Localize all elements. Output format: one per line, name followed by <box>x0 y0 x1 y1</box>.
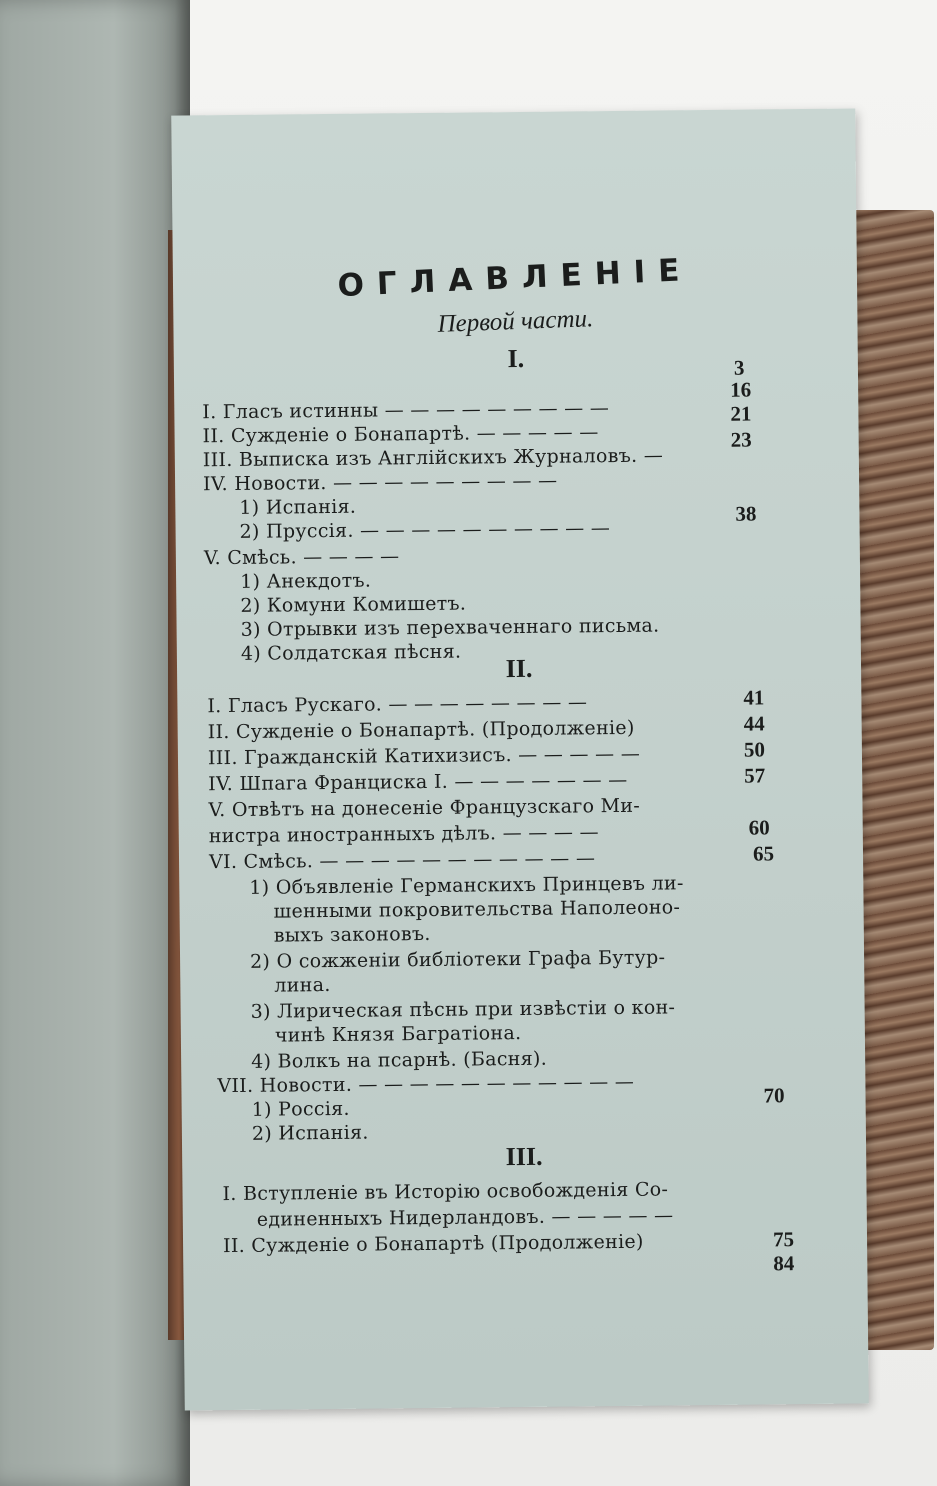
page-number: 23 <box>730 427 752 452</box>
page-number: 41 <box>743 685 765 710</box>
toc-entry: II. Сужденіе о Бонапартѣ (Продолженіе) <box>222 1230 644 1258</box>
toc-entry: шенными покровительства Наполеоно- <box>273 896 681 923</box>
section-heading-3: III. <box>505 1141 543 1172</box>
toc-entry: выхъ законовъ. <box>273 922 431 947</box>
page-number: 21 <box>730 401 752 426</box>
toc-entry: II. Сужденіе о Бонапартѣ. (Продолженіе) <box>207 716 635 744</box>
toc-entry: 3) Отрывки изъ перехваченнаго письма. <box>240 614 660 641</box>
toc-entry: 2) Комуни Комишетъ. <box>240 592 467 617</box>
page-number: 50 <box>743 737 766 762</box>
page-number: 84 <box>773 1251 795 1276</box>
toc-entry: 1) Анекдотъ. <box>240 569 372 593</box>
toc-entry: 2) Испанія. <box>251 1121 369 1145</box>
toc-entry: VI. Смѣсь. — — — — — — — — — — — <box>208 847 596 874</box>
table-of-contents-page <box>171 108 869 1410</box>
page-number: 57 <box>744 763 766 788</box>
page-number: 44 <box>743 711 765 736</box>
toc-entry: IV. Новости. — — — — — — — — — <box>202 469 558 496</box>
facing-left-page <box>0 0 190 1486</box>
page-title: ОГЛАВЛЕНІЕ <box>336 251 694 305</box>
page-number: 3 <box>733 355 745 380</box>
page-number: 70 <box>763 1083 785 1108</box>
page-subtitle: Первой части. <box>437 305 594 338</box>
toc-entry: нистра иностранныхъ дѣлъ. — — — — <box>208 821 600 848</box>
page-number: 65 <box>752 841 775 866</box>
page-number: 75 <box>772 1227 795 1252</box>
toc-entry: III. Выписка изъ Англійскихъ Журналовъ. — <box>202 444 664 472</box>
toc-entry: V. Отвѣтъ на донесеніе Французскаго Ми- <box>208 794 641 822</box>
toc-entry: I. Гласъ Рускаго. — — — — — — — — <box>207 691 588 718</box>
toc-entry: 1) Объявленіе Германскихъ Принцевъ ли- <box>249 872 684 899</box>
toc-entry: чинѣ Князя Багратіона. <box>274 1022 522 1047</box>
toc-entry: 4) Волкъ на псарнѣ. (Басня). <box>251 1047 548 1073</box>
page-number: 60 <box>748 815 770 840</box>
toc-entry: I. Вступленіе въ Исторію освобожденія Со- <box>222 1178 669 1206</box>
toc-entry: 1) Испанія. <box>239 495 357 519</box>
toc-entry: VII. Новости. — — — — — — — — — — — <box>217 1070 635 1098</box>
toc-entry: 2) Пруссія. — — — — — — — — — — <box>239 517 611 543</box>
toc-entry: IV. Шпага Франциска I. — — — — — — — <box>208 768 628 796</box>
toc-entry: II. Сужденіе о Бонапартѣ. — — — — — <box>202 421 599 448</box>
toc-entry: III. Гражданскій Катихизисъ. — — — — — <box>207 742 641 770</box>
toc-entry: 4) Солдатская пѣсня. <box>240 640 462 665</box>
toc-entry: I. Гласъ истинны — — — — — — — — — <box>202 397 610 424</box>
toc-entry: 2) О сожженіи библіотеки Графа Бутур- <box>249 946 666 973</box>
toc-entry: 3) Лирическая пѣснь при извѣстіи о кон- <box>250 996 676 1023</box>
page-number: 38 <box>735 501 757 526</box>
section-heading-1: I. <box>507 343 525 374</box>
section-heading-2: II. <box>505 653 533 684</box>
toc-entry: единенныхъ Нидерландовъ. — — — — — <box>256 1204 674 1231</box>
toc-entry: лина. <box>274 973 331 997</box>
toc-entry: 1) Россія. <box>251 1097 350 1121</box>
toc-entry: V. Смѣсь. — — — — <box>203 545 400 570</box>
page-number: 16 <box>730 377 752 402</box>
